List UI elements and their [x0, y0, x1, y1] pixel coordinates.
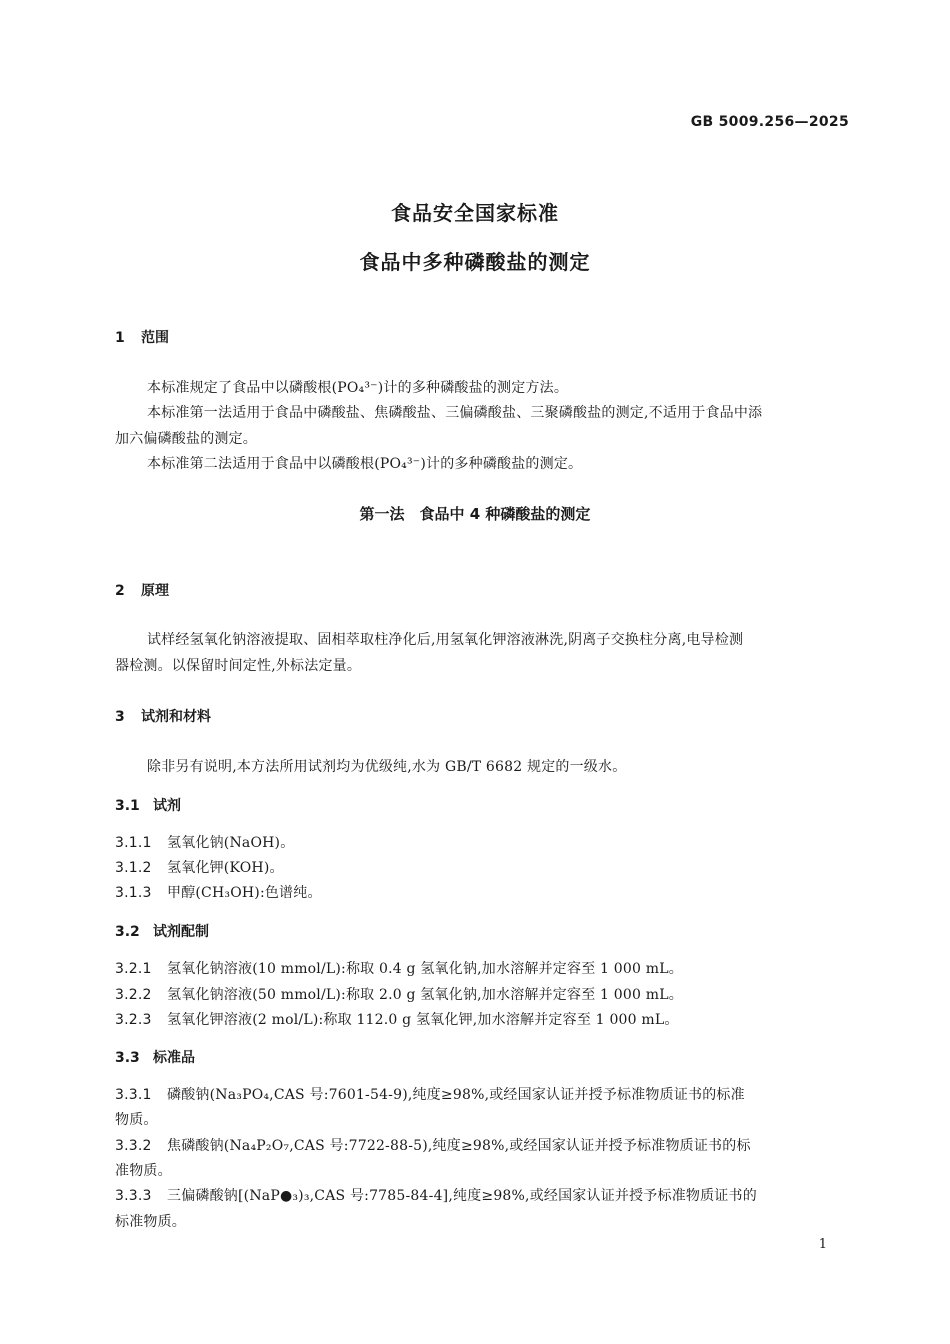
- method-one-title: 第一法 食品中 4 种磷酸盐的测定: [359, 505, 591, 523]
- list-item: [115, 1185, 757, 1205]
- item-text: 氢氧化钠(NaOH)。: [167, 835, 295, 851]
- section-title: 试剂和材料: [141, 709, 211, 725]
- principle-paragraph-line-2: 器检测。以保留时间定性,外标法定量。: [115, 658, 362, 674]
- item-text: 焦磷酸钠(Na₄P₂O₇,CAS 号:7722-88-5),纯度≥98%,或经国家认证并授予标准物质证书的标: [167, 1138, 751, 1154]
- subsection-heading-reagents: [115, 795, 181, 815]
- list-item: [115, 857, 284, 877]
- item-text: 氢氧化钾溶液(2 mol/L):称取 112.0 g 氢氧化钾,加水溶解并定容至 1 000 mL。: [167, 1012, 679, 1028]
- section-heading-reagents: [115, 706, 211, 726]
- subsection-title: 标准品: [153, 1050, 195, 1066]
- item-number: 3.2.1: [115, 961, 152, 977]
- item-number: 3.3.2: [115, 1138, 152, 1154]
- item-number: 3.2.2: [115, 987, 152, 1003]
- document-subtitle: 食品中多种磷酸盐的测定: [359, 250, 591, 274]
- item-text: 氢氧化钠溶液(50 mmol/L):称取 2.0 g 氢氧化钠,加水溶解并定容至 1 000 mL。: [167, 987, 683, 1003]
- item-number: 3.2.3: [115, 1012, 152, 1028]
- item-text: 氢氧化钠溶液(10 mmol/L):称取 0.4 g 氢氧化钠,加水溶解并定容至 1 000 mL。: [167, 961, 683, 977]
- list-item: [115, 958, 683, 978]
- subsection-number: 3.2: [115, 924, 140, 940]
- subsection-heading-reagent-preparation: [115, 921, 209, 941]
- standard-code: GB 5009.256—2025: [690, 114, 849, 130]
- section-number: 1: [115, 330, 125, 346]
- item-number: 3.3.3: [115, 1188, 152, 1204]
- section-title: 原理: [141, 583, 169, 599]
- page-number: 1: [818, 1237, 827, 1252]
- scope-paragraph-2-line-1: 本标准第一法适用于食品中磷酸盐、焦磷酸盐、三偏磷酸盐、三聚磷酸盐的测定,不适用于食品中添: [147, 405, 763, 421]
- list-item-continuation: 标准物质。: [115, 1214, 186, 1230]
- item-text: 氢氧化钾(KOH)。: [167, 860, 284, 876]
- section-number: 2: [115, 583, 125, 599]
- subsection-heading-standards: [115, 1047, 195, 1067]
- list-item-continuation: 物质。: [115, 1112, 158, 1128]
- section-heading-principle: [115, 580, 169, 600]
- subsection-title: 试剂: [153, 798, 181, 814]
- list-item: [115, 832, 294, 852]
- scope-paragraph-2-line-2: 加六偏磷酸盐的测定。: [115, 431, 257, 447]
- reagents-intro: 除非另有说明,本方法所用试剂均为优级纯,水为 GB/T 6682 规定的一级水。: [147, 759, 627, 775]
- list-item: [115, 1135, 751, 1155]
- document-title: 食品安全国家标准: [391, 201, 559, 225]
- list-item: [115, 984, 683, 1004]
- section-number: 3: [115, 709, 125, 725]
- item-number: 3.1.3: [115, 885, 152, 901]
- principle-paragraph-line-1: 试样经氢氧化钠溶液提取、固相萃取柱净化后,用氢氧化钾溶液淋洗,阴离子交换柱分离,电导检测: [147, 632, 744, 648]
- section-heading-scope: [115, 327, 169, 347]
- item-text: 三偏磷酸钠[(NaP●₃)₃,CAS 号:7785-84-4],纯度≥98%,或经国家认证并授予标准物质证书的: [167, 1188, 757, 1204]
- list-item-continuation: 准物质。: [115, 1163, 172, 1179]
- scope-paragraph-3: 本标准第二法适用于食品中以磷酸根(PO₄³⁻)计的多种磷酸盐的测定。: [147, 456, 583, 472]
- subsection-number: 3.3: [115, 1050, 140, 1066]
- list-item: [115, 1084, 745, 1104]
- list-item: [115, 882, 322, 902]
- subsection-title: 试剂配制: [153, 924, 209, 940]
- item-number: 3.3.1: [115, 1087, 152, 1103]
- item-number: 3.1.2: [115, 860, 152, 876]
- item-number: 3.1.1: [115, 835, 152, 851]
- list-item: [115, 1009, 679, 1029]
- scope-paragraph-1: 本标准规定了食品中以磷酸根(PO₄³⁻)计的多种磷酸盐的测定方法。: [147, 380, 569, 396]
- section-title: 范围: [141, 330, 169, 346]
- subsection-number: 3.1: [115, 798, 140, 814]
- item-text: 甲醇(CH₃OH):色谱纯。: [167, 885, 322, 901]
- item-text: 磷酸钠(Na₃PO₄,CAS 号:7601-54-9),纯度≥98%,或经国家认证并授予标准物质证书的标准: [167, 1087, 745, 1103]
